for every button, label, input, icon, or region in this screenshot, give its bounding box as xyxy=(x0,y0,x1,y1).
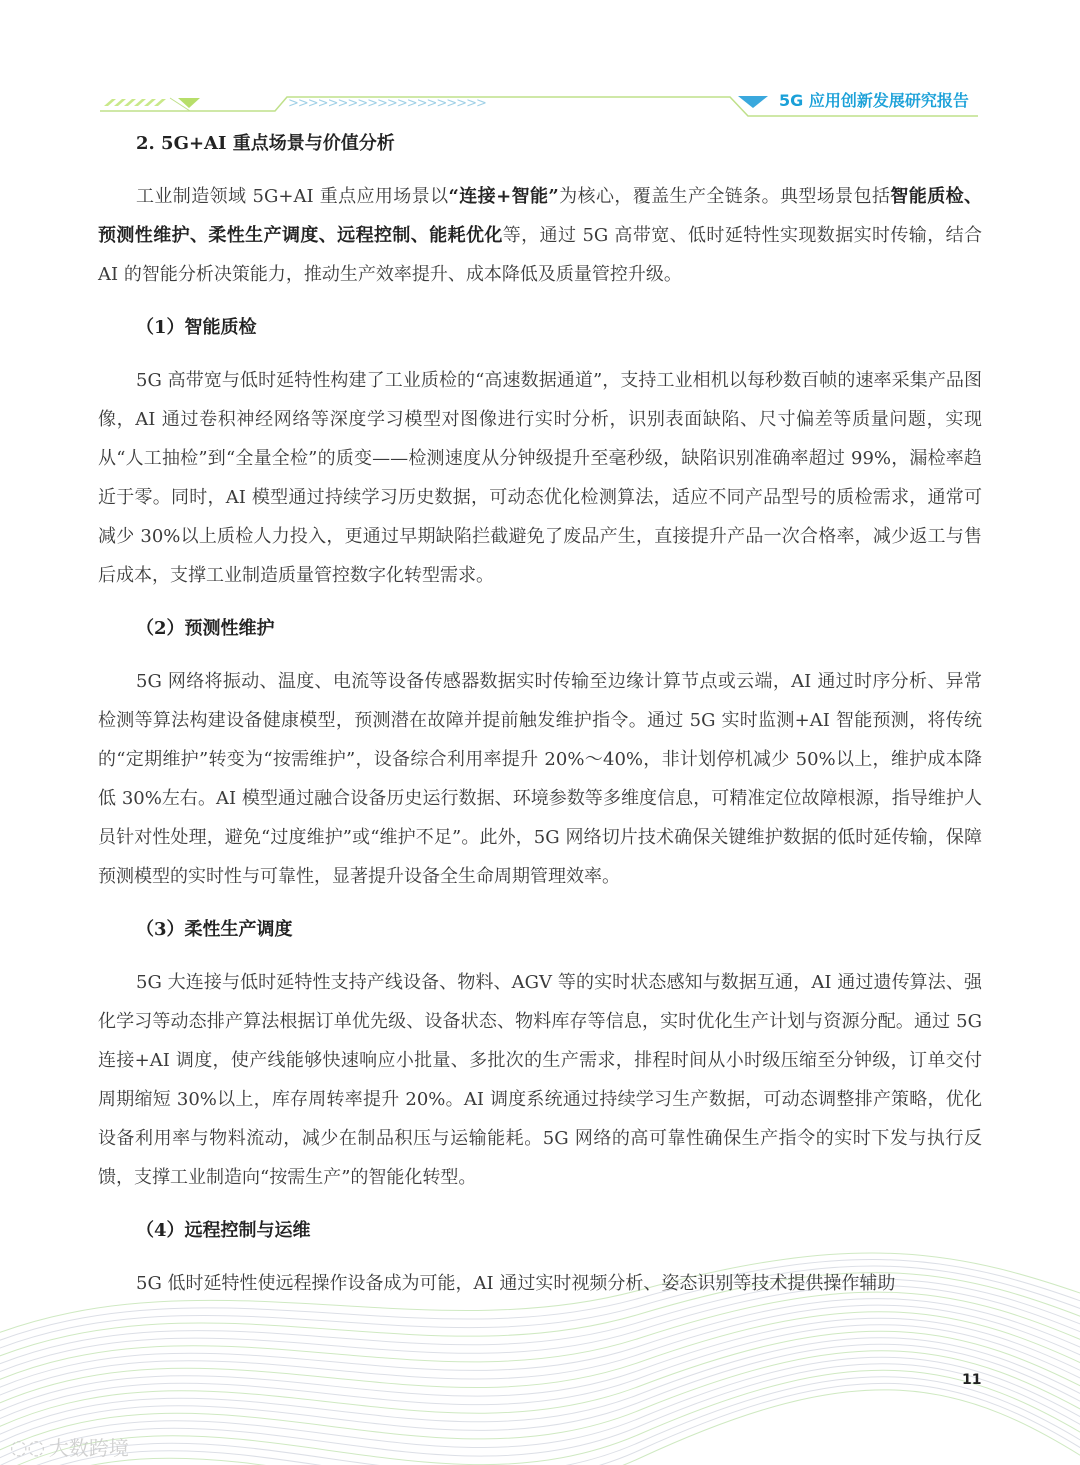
wave-line xyxy=(0,1318,1080,1420)
subsection-paragraph: 5G 网络将振动、温度、电流等设备传感器数据实时传输至边缘计算节点或云端，AI 通过时序分析、异常检测等算法构建设备健康模型，预测潜在故障并提前触发维护指令。通过 5G 实时监测+AI 智能预测，将传统的“定期维护”转变为“按需维护”，设备综合利用率提升 20%～40%，非计划停机减少 50%以上，维护成本降低 30%左右。AI 模型通过融合设备历史运行数据、环境参数等多维度信息，可精准定位故障根源，指导维护人员针对性处理，避免“过度维护”或“维护不足”。此外，5G 网络切片技术确保关键维护数据的低时延传输，保障预测模型的实时性与可靠性，显著提升设备全生命周期管理效率。 xyxy=(98,671,982,887)
wave-line xyxy=(0,1351,1080,1460)
subsection-heading: （2）预测性维护 xyxy=(136,618,275,639)
wave-line xyxy=(0,1370,1080,1465)
wave-line xyxy=(0,1357,1080,1465)
intro-text-run: 工业制造领域 5G+AI 重点应用场景以 xyxy=(136,186,449,207)
intro-text-run: 等，通过 5G 高带宽、低时延特性实现数据实时传输，结合 AI 的智能分析决策能力，推动生产效率提升、成本降低及质量管控升级。 xyxy=(98,225,982,285)
watermark xyxy=(10,1432,129,1461)
page-number: 11 xyxy=(962,1372,982,1388)
intro-text-run: 为核心，覆盖生产全链条。典型场景包括 xyxy=(558,186,891,207)
wave-line xyxy=(0,1312,1080,1412)
subsection-heading: （4）远程控制与运维 xyxy=(136,1220,311,1241)
subsection-paragraph: 5G 低时延特性使远程操作设备成为可能，AI 通过实时视频分析、姿态识别等技术提供操作辅助 xyxy=(136,1273,896,1294)
watermark-logo-icon: ◌◌ xyxy=(10,1434,45,1459)
report-title: 5G 应用创新发展研究报告 xyxy=(779,91,969,110)
page-header xyxy=(0,0,1080,130)
wave-line xyxy=(0,1331,1080,1436)
section-intro-paragraph xyxy=(98,177,982,294)
watermark-text: 大数跨境 xyxy=(48,1436,129,1460)
subsection-paragraph: 5G 高带宽与低时延特性构建了工业质检的“高速数据通道”，支持工业相机以每秒数百帧的速率采集产品图像，AI 通过卷积神经网络等深度学习模型对图像进行实时分析，识别表面缺陷、尺寸偏差等质量问题，实现从“人工抽检”到“全量全检”的质变——检测速度从分钟级提升至毫秒级，缺陷识别准确率超过 99%，漏检率趋近于零。同时，AI 模型通过持续学习历史数据，可动态优化检测算法，适应不同产品型号的质检需求，通常可减少 30%以上质检人力投入，更通过早期缺陷拦截避免了废品产生，直接提升产品一次合格率，减少返工与售后成本，支撑工业制造质量管控数字化转型需求。 xyxy=(98,370,982,586)
wave-line xyxy=(0,1292,1080,1388)
wave-line xyxy=(0,1390,1080,1465)
subsection-heading: （3）柔性生产调度 xyxy=(136,919,293,940)
wave-line xyxy=(0,1325,1080,1428)
wave-line xyxy=(0,1299,1080,1396)
intro-bold-run: “连接+智能” xyxy=(448,186,559,207)
intro-bold-run: 智能质检、预测性维护、柔性生产调度、远程控制、能耗优化 xyxy=(98,186,983,246)
subsection-paragraph: 5G 大连接与低时延特性支持产线设备、物料、AGV 等的实时状态感知与数据互通，AI 通过遗传算法、强化学习等动态排产算法根据订单优先级、设备状态、物料库存等信息，实时优化生产计划与资源分配。通过 5G 连接+AI 调度，使产线能够快速响应小批量、多批次的生产需求，排程时间从小时级压缩至分钟级，订单交付周期缩短 30%以上，库存周转率提升 20%。AI 调度系统通过持续学习生产数据，可动态调整排产策略，优化设备利用率与物料流动，减少在制品积压与运输能耗。5G 网络的高可靠性确保生产指令的实时下发与执行反馈，支撑工业制造向“按需生产”的智能化转型。 xyxy=(98,972,982,1188)
wave-line xyxy=(0,1305,1080,1404)
wave-line xyxy=(0,1338,1080,1444)
wave-line xyxy=(0,1364,1080,1465)
section-heading: 2. 5G+AI 重点场景与价值分析 xyxy=(136,133,395,154)
wave-line xyxy=(0,1377,1080,1465)
wave-line xyxy=(0,1383,1080,1465)
wave-line xyxy=(0,1344,1080,1452)
header-chevrons: >>>>>>>>>>>>>>>>>>>> xyxy=(288,96,486,111)
subsection-heading: （1）智能质检 xyxy=(136,317,257,338)
page-content xyxy=(98,123,982,1303)
